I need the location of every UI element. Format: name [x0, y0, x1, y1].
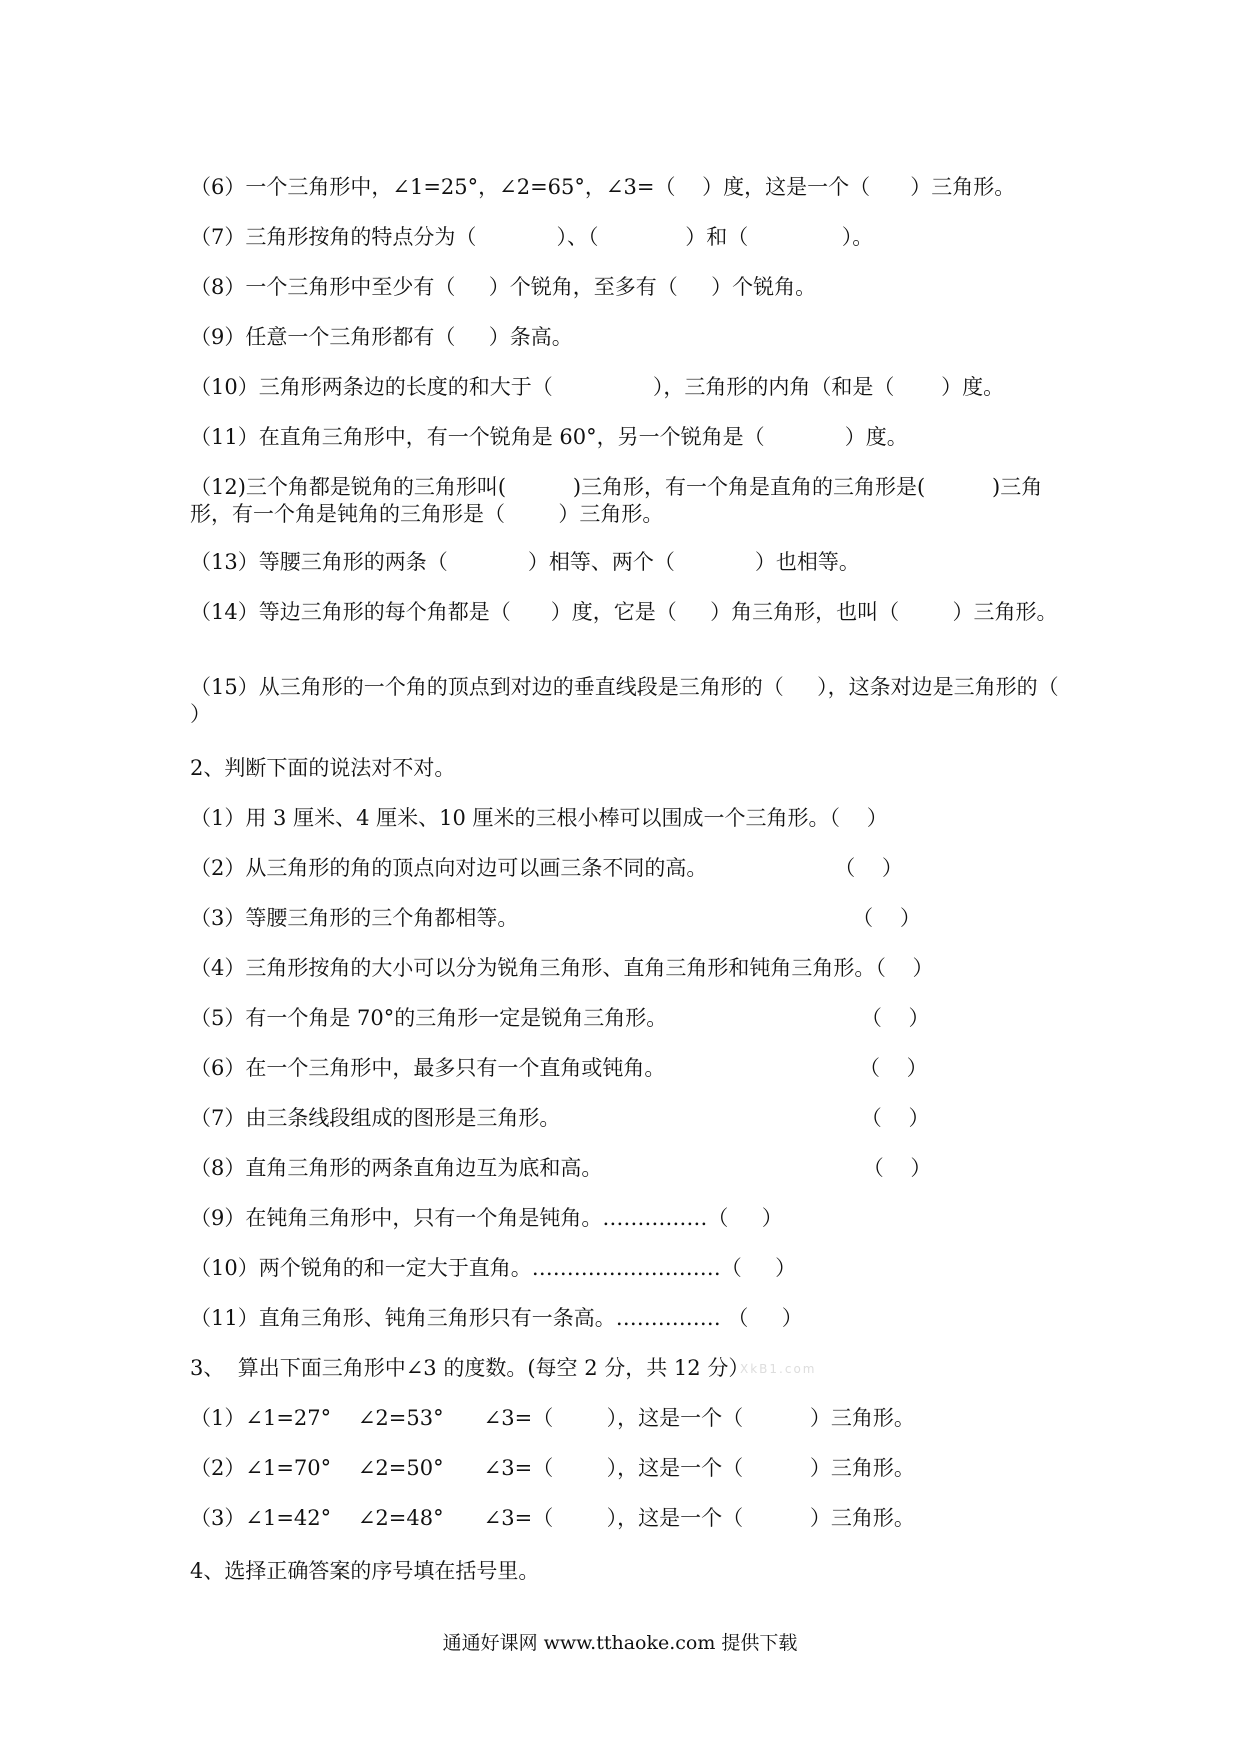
page-footer: 通通好课网 www.tthaoke.com 提供下载 — [442, 1632, 798, 1654]
question-1-9: （9）任意一个三角形都有（ ）条高。 — [190, 325, 573, 349]
judge-item: （2）从三角形的角的顶点向对边可以画三条不同的高。 （ ） — [190, 856, 903, 880]
question-1-13: （13）等腰三角形的两条（ ）相等、两个（ ）也相等。 — [190, 550, 860, 574]
angle-item: （3）∠1=42° ∠2=48° ∠3=（ ），这是一个（ ）三角形。 — [190, 1506, 915, 1530]
judge-item: （4）三角形按角的大小可以分为锐角三角形、直角三角形和钝角三角形。（ ） — [190, 956, 934, 980]
angle-item: （1）∠1=27° ∠2=53° ∠3=（ ），这是一个（ ）三角形。 — [190, 1406, 915, 1430]
question-1-12: （12)三个角都是锐角的三角形叫( )三角形，有一个角是直角的三角形是( )三角形，有一个角是钝角的三角形是（ ）三角形。 — [190, 475, 1043, 526]
judge-item: （3）等腰三角形的三个角都相等。 （ ） — [190, 906, 921, 930]
judge-item: （8）直角三角形的两条直角边互为底和高。 （ ） — [190, 1156, 932, 1180]
judge-item: （10）两个锐角的和一定大于直角。………………………（ ） — [190, 1256, 797, 1280]
question-1-7: （7）三角形按角的特点分为（ ）、（ ）和（ ）。 — [190, 225, 874, 249]
judge-item: （1）用 3 厘米、4 厘米、10 厘米的三根小棒可以围成一个三角形。（ ） — [190, 806, 888, 830]
question-1-11: （11）在直角三角形中，有一个锐角是 60°，另一个锐角是（ ）度。 — [190, 425, 908, 449]
section-2-heading: 2、判断下面的说法对不对。 — [190, 756, 456, 780]
question-1-10: （10）三角形两条边的长度的和大于（ ），三角形的内角（和是（ ）度。 — [190, 375, 1005, 399]
judge-item: （6）在一个三角形中，最多只有一个直角或钝角。 （ ） — [190, 1056, 928, 1080]
judge-item: （11）直角三角形、钝角三角形只有一条高。…………… （ ） — [190, 1306, 803, 1330]
judge-item: （5）有一个角是 70°的三角形一定是锐角三角形。 （ ） — [190, 1006, 930, 1030]
angle-item: （2）∠1=70° ∠2=50° ∠3=（ ），这是一个（ ）三角形。 — [190, 1456, 915, 1480]
judge-item: （7）由三条线段组成的图形是三角形。 （ ） — [190, 1106, 930, 1130]
question-1-14: （14）等边三角形的每个角都是（ ）度，它是（ ）角三角形，也叫（ ）三角形。 — [190, 600, 1058, 624]
question-1-8: （8）一个三角形中至少有（ ）个锐角，至多有（ ）个锐角。 — [190, 275, 817, 299]
judge-item: （9）在钝角三角形中，只有一个角是钝角。……………（ ） — [190, 1206, 783, 1230]
watermark: XkB1.com — [740, 1362, 817, 1376]
section-3-heading: 3、 算出下面三角形中∠3 的度数。(每空 2 分，共 12 分） — [190, 1356, 750, 1380]
question-1-6: （6）一个三角形中，∠1=25°，∠2=65°，∠3=（ ）度，这是一个（ ）三角形。 — [190, 175, 1016, 199]
section-4-heading: 4、选择正确答案的序号填在括号里。 — [190, 1559, 540, 1583]
question-1-15: （15）从三角形的一个角的顶点到对边的垂直线段是三角形的（ ），这条对边是三角形的（ ） — [190, 675, 1119, 726]
